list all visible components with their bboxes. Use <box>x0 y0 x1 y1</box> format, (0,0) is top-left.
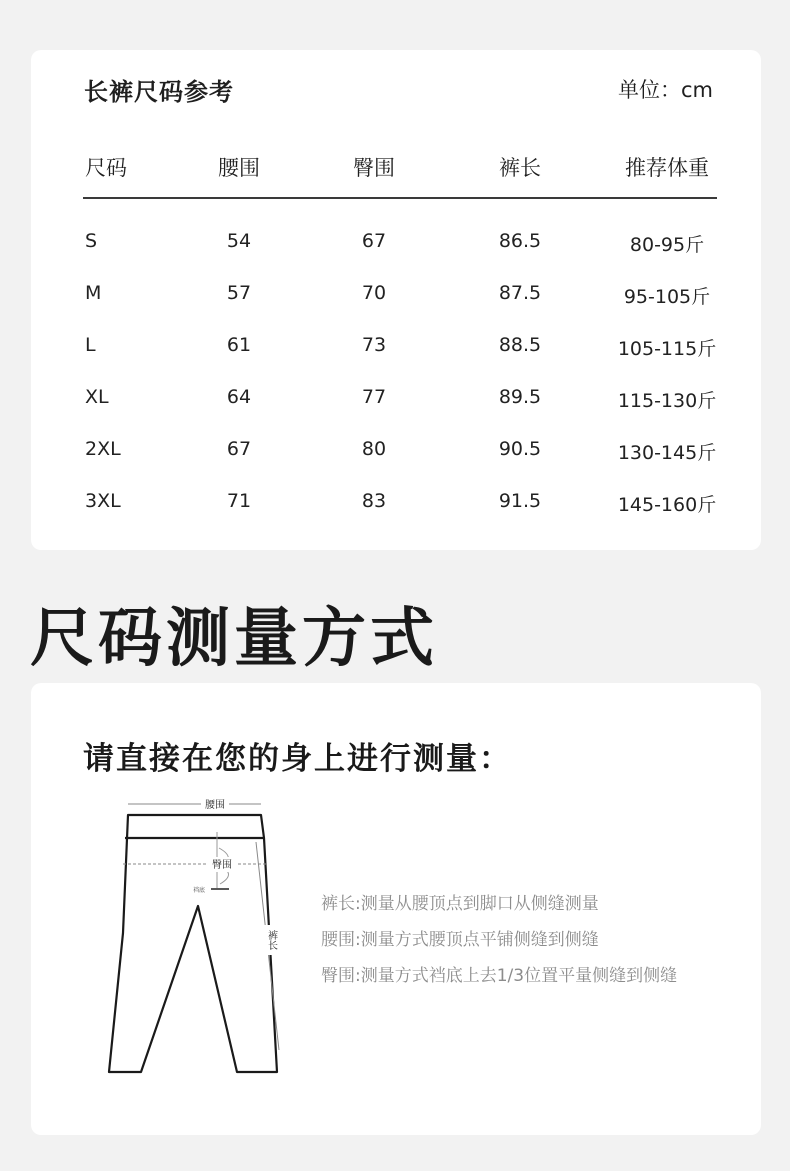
table-row: 2XL 67 80 90.5 130-145斤 <box>85 438 717 464</box>
table-row: M 57 70 87.5 95-105斤 <box>85 282 711 308</box>
header-divider <box>83 197 717 199</box>
pants-diagram <box>101 788 301 1080</box>
table-row: 3XL 71 83 91.5 145-160斤 <box>85 490 717 516</box>
waist-diagram-label: 腰围 <box>205 800 225 811</box>
length-note: 裤长:测量从腰顶点到脚口从侧缝测量 <box>321 894 599 914</box>
waist-note: 腰围:测量方式腰顶点平铺侧缝到侧缝 <box>321 930 599 950</box>
size-cell: 3XL <box>85 490 121 512</box>
header-size: 尺码 <box>85 156 127 180</box>
measurement-card <box>31 683 761 1135</box>
measurement-notes <box>321 889 677 997</box>
table-row: S 54 67 86.5 80-95斤 <box>85 230 705 256</box>
hip-note: 臀围:测量方式裆底上去1/3位置平量侧缝到侧缝 <box>321 966 678 986</box>
pants-outline-icon <box>109 815 277 1072</box>
size-chart-card <box>31 50 761 550</box>
table-header: 尺码 腰围 臀围 裤长 推荐体重 <box>31 152 761 192</box>
size-cell: S <box>85 230 98 252</box>
unit-label: 单位：cm <box>617 78 713 102</box>
length-diagram-label: 裤长 <box>265 930 277 950</box>
size-cell: XL <box>85 386 109 408</box>
table-row: L 61 73 88.5 105-115斤 <box>85 334 717 360</box>
crotch-diagram-label: 裆底 <box>192 887 205 894</box>
size-cell: 2XL <box>85 438 121 460</box>
size-cell: L <box>85 334 96 356</box>
measurement-section-heading: 尺码测量方式 <box>30 602 438 676</box>
size-cell: M <box>85 282 102 304</box>
measurement-instruction: 请直接在您的身上进行测量： <box>83 741 512 777</box>
hip-diagram-label: 臀围 <box>212 860 232 871</box>
size-chart-title: 长裤尺码参考 <box>84 78 234 106</box>
table-row: XL 64 77 89.5 115-130斤 <box>85 386 717 412</box>
